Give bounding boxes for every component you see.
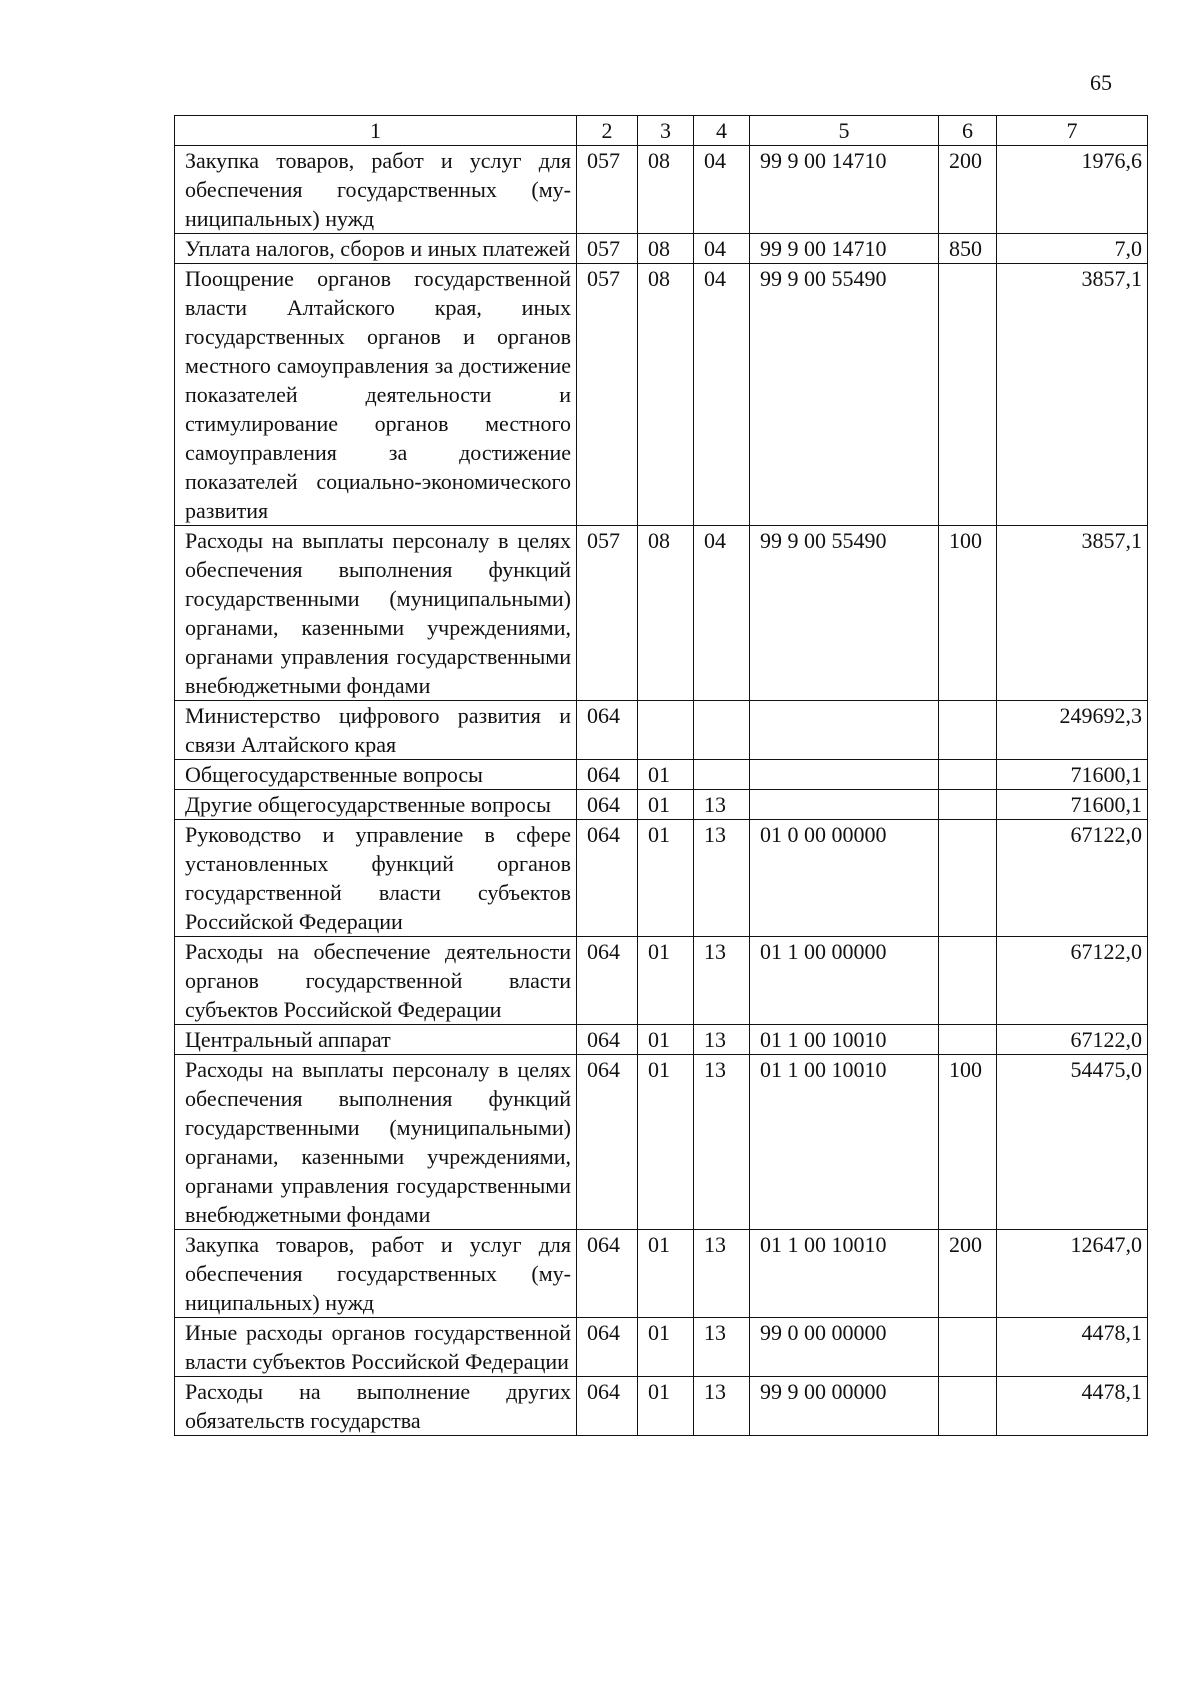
row-vr-cell [939, 820, 997, 937]
row-name-cell: Министерство цифрового развития и связи Алтайского края [175, 701, 577, 760]
row-sum-cell: 3857,1 [997, 526, 1148, 701]
row-csr-cell: 01 1 00 00000 [750, 937, 939, 1025]
row-sum-cell: 4478,1 [997, 1377, 1148, 1436]
row-csr-cell: 99 9 00 55490 [750, 526, 939, 701]
table-row [175, 1377, 1148, 1436]
table-row [175, 760, 1148, 790]
row-sum-cell: 1976,6 [997, 146, 1148, 234]
row-vr-cell: 850 [939, 234, 997, 264]
row-pr-cell: 04 [694, 146, 750, 234]
row-sum-cell: 249692,3 [997, 701, 1148, 760]
row-rz-cell: 01 [638, 820, 694, 937]
row-csr-cell: 01 1 00 10010 [750, 1025, 939, 1055]
table-row [175, 1230, 1148, 1318]
row-name-cell: Общегосударственные вопросы [175, 760, 577, 790]
row-rz-cell: 08 [638, 526, 694, 701]
row-csr-cell [750, 760, 939, 790]
row-vr-cell [939, 1025, 997, 1055]
row-vr-cell [939, 701, 997, 760]
row-name-cell: Другие общегосударственные вопросы [175, 790, 577, 820]
table-row [175, 1055, 1148, 1230]
row-pr-cell [694, 760, 750, 790]
row-name-cell: Уплата налогов, сборов и иных платежей [175, 234, 577, 264]
table-row [175, 1318, 1148, 1377]
header-col-1: 1 [175, 116, 577, 146]
page-number: 65 [1090, 70, 1112, 95]
row-gr-cell: 064 [577, 820, 638, 937]
row-gr-cell: 064 [577, 1025, 638, 1055]
row-gr-cell: 064 [577, 1055, 638, 1230]
row-pr-cell: 04 [694, 526, 750, 701]
row-rz-cell: 01 [638, 760, 694, 790]
row-gr-cell: 064 [577, 760, 638, 790]
row-gr-cell: 057 [577, 234, 638, 264]
header-col-2: 2 [577, 116, 638, 146]
row-sum-cell: 67122,0 [997, 820, 1148, 937]
header-col-5: 5 [750, 116, 939, 146]
row-vr-cell [939, 1377, 997, 1436]
row-gr-cell: 057 [577, 264, 638, 526]
row-sum-cell: 67122,0 [997, 1025, 1148, 1055]
table-row [175, 526, 1148, 701]
table-row [175, 701, 1148, 760]
row-pr-cell: 04 [694, 264, 750, 526]
row-gr-cell: 064 [577, 1318, 638, 1377]
budget-table [174, 115, 1148, 1436]
row-rz-cell: 01 [638, 1025, 694, 1055]
row-rz-cell: 08 [638, 264, 694, 526]
row-csr-cell: 99 9 00 14710 [750, 146, 939, 234]
row-gr-cell: 064 [577, 701, 638, 760]
row-gr-cell: 064 [577, 1230, 638, 1318]
table-row [175, 820, 1148, 937]
table-row [175, 234, 1148, 264]
row-name-cell: Поощрение органов государственной власти Алтайского края, иных государственных органов и органов местного самоуправления за достижение показателей деятельности и стимулирование органов местного самоуправления за достижение показателей социально-экономического развития [175, 264, 577, 526]
row-rz-cell [638, 701, 694, 760]
header-col-4: 4 [694, 116, 750, 146]
row-sum-cell: 54475,0 [997, 1055, 1148, 1230]
row-rz-cell: 08 [638, 146, 694, 234]
table-body [175, 146, 1148, 1436]
row-name-cell: Закупка товаров, работ и услуг для обеспечения государственных (муниципальных) нужд [175, 1230, 577, 1318]
table-row [175, 937, 1148, 1025]
row-csr-cell [750, 701, 939, 760]
row-pr-cell: 13 [694, 1025, 750, 1055]
row-csr-cell [750, 790, 939, 820]
header-col-3: 3 [638, 116, 694, 146]
row-name-cell: Иные расходы органов государственной власти субъектов Российской Федерации [175, 1318, 577, 1377]
header-col-6: 6 [939, 116, 997, 146]
row-vr-cell: 200 [939, 146, 997, 234]
row-vr-cell [939, 790, 997, 820]
table-row [175, 264, 1148, 526]
row-pr-cell: 13 [694, 1055, 750, 1230]
row-rz-cell: 01 [638, 1318, 694, 1377]
row-sum-cell: 71600,1 [997, 790, 1148, 820]
row-name-cell: Расходы на выплаты персоналу в целях обеспечения выполнения функций государственными (муниципальными) органами, казенными учреждениями, органами управления государственными внебюджетными фондами [175, 1055, 577, 1230]
row-sum-cell: 71600,1 [997, 760, 1148, 790]
row-csr-cell: 99 0 00 00000 [750, 1318, 939, 1377]
row-pr-cell: 13 [694, 820, 750, 937]
row-sum-cell: 12647,0 [997, 1230, 1148, 1318]
row-sum-cell: 67122,0 [997, 937, 1148, 1025]
row-csr-cell: 01 1 00 10010 [750, 1055, 939, 1230]
row-gr-cell: 057 [577, 146, 638, 234]
row-pr-cell: 13 [694, 1377, 750, 1436]
row-vr-cell [939, 264, 997, 526]
row-sum-cell: 4478,1 [997, 1318, 1148, 1377]
row-gr-cell: 064 [577, 790, 638, 820]
row-rz-cell: 01 [638, 1230, 694, 1318]
row-name-cell: Расходы на обеспечение деятельности органов государственной власти субъектов Российской Федерации [175, 937, 577, 1025]
table-row [175, 790, 1148, 820]
row-pr-cell: 04 [694, 234, 750, 264]
row-pr-cell: 13 [694, 1230, 750, 1318]
row-vr-cell: 100 [939, 1055, 997, 1230]
row-rz-cell: 01 [638, 1055, 694, 1230]
row-csr-cell: 01 0 00 00000 [750, 820, 939, 937]
row-gr-cell: 064 [577, 937, 638, 1025]
row-rz-cell: 01 [638, 790, 694, 820]
row-vr-cell [939, 760, 997, 790]
row-pr-cell [694, 701, 750, 760]
table-row [175, 146, 1148, 234]
row-csr-cell: 01 1 00 10010 [750, 1230, 939, 1318]
row-gr-cell: 064 [577, 1377, 638, 1436]
row-name-cell: Расходы на выполнение других обязательств государства [175, 1377, 577, 1436]
row-rz-cell: 01 [638, 937, 694, 1025]
row-pr-cell: 13 [694, 937, 750, 1025]
table-header-row [175, 116, 1148, 146]
row-pr-cell: 13 [694, 790, 750, 820]
row-name-cell: Закупка товаров, работ и услуг для обеспечения государственных (муниципальных) нужд [175, 146, 577, 234]
row-gr-cell: 057 [577, 526, 638, 701]
row-rz-cell: 08 [638, 234, 694, 264]
table-row [175, 1025, 1148, 1055]
row-vr-cell [939, 937, 997, 1025]
row-csr-cell: 99 9 00 14710 [750, 234, 939, 264]
row-csr-cell: 99 9 00 00000 [750, 1377, 939, 1436]
row-csr-cell: 99 9 00 55490 [750, 264, 939, 526]
row-sum-cell: 7,0 [997, 234, 1148, 264]
row-rz-cell: 01 [638, 1377, 694, 1436]
row-name-cell: Центральный аппарат [175, 1025, 577, 1055]
row-vr-cell: 100 [939, 526, 997, 701]
header-col-7: 7 [997, 116, 1148, 146]
row-pr-cell: 13 [694, 1318, 750, 1377]
row-vr-cell [939, 1318, 997, 1377]
row-sum-cell: 3857,1 [997, 264, 1148, 526]
row-name-cell: Руководство и управление в сфере установленных функций органов государственной власти субъектов Российской Федерации [175, 820, 577, 937]
row-vr-cell: 200 [939, 1230, 997, 1318]
row-name-cell: Расходы на выплаты персоналу в целях обеспечения выполнения функций государственными (муниципальными) органами, казенными учреждениями, органами управления государственными внебюджетными фондами [175, 526, 577, 701]
